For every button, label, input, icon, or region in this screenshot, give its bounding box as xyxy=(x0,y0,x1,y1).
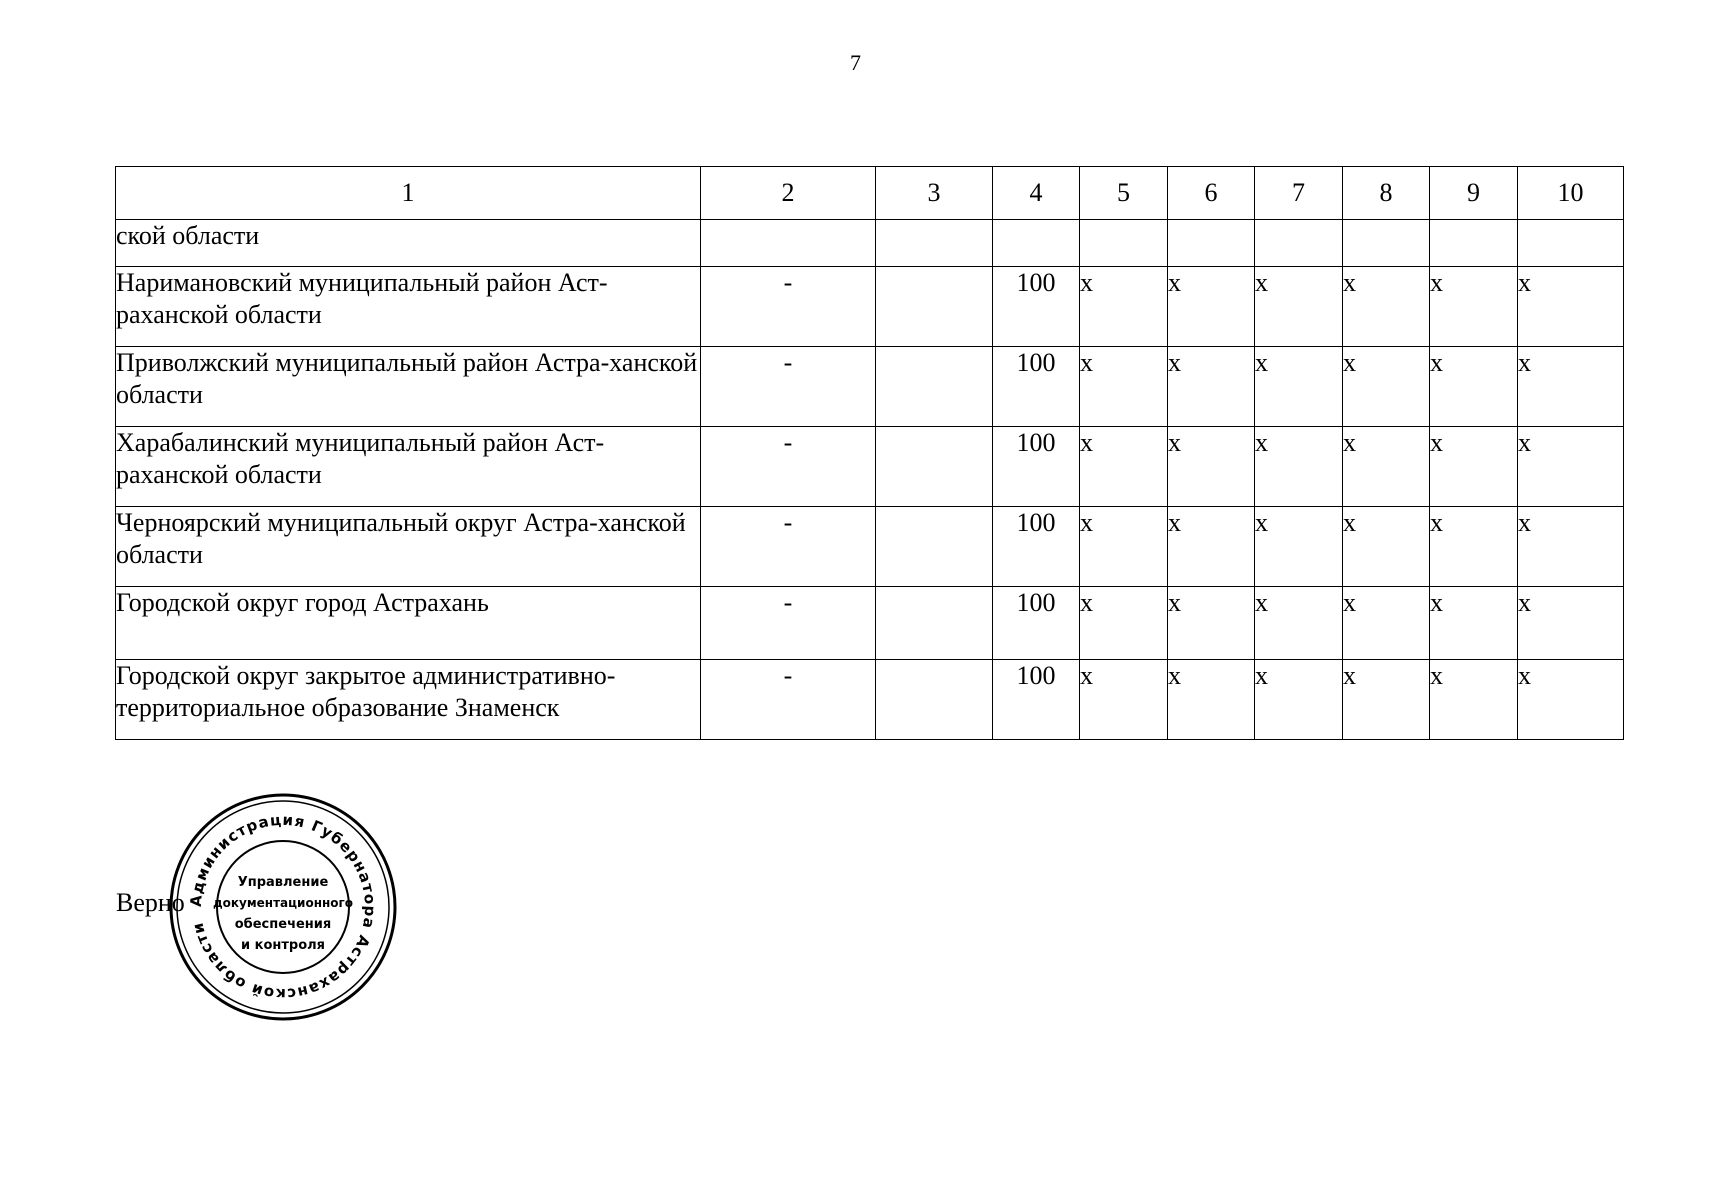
column-header: 6 xyxy=(1168,167,1255,220)
table-cell: 100 xyxy=(993,347,1080,427)
page-number: 7 xyxy=(850,50,861,75)
table-cell: - xyxy=(701,267,876,347)
table-cell-name: Приволжский муниципальный район Астра-ханской области xyxy=(116,347,701,427)
table-cell: x xyxy=(1080,660,1168,740)
seal-center-line-2: документационного xyxy=(212,896,354,910)
column-header: 9 xyxy=(1430,167,1518,220)
table-cell: x xyxy=(1518,427,1624,507)
seal-center-line-3: обеспечения xyxy=(234,917,332,932)
column-header: 10 xyxy=(1518,167,1624,220)
table-cell: x xyxy=(1255,587,1343,660)
table-cell: x xyxy=(1168,267,1255,347)
table-row xyxy=(116,347,1624,427)
table-cell: x xyxy=(1255,427,1343,507)
table-cell xyxy=(993,220,1080,267)
table-cell: x xyxy=(1430,427,1518,507)
table-cell: x xyxy=(1518,660,1624,740)
table-cell: x xyxy=(1430,660,1518,740)
table-cell: x xyxy=(1430,587,1518,660)
table-row xyxy=(116,507,1624,587)
table-cell: x xyxy=(1168,660,1255,740)
table-cell: x xyxy=(1343,507,1430,587)
table-cell xyxy=(1518,220,1624,267)
column-header: 5 xyxy=(1080,167,1168,220)
seal-center-line-1: Управление xyxy=(237,875,329,890)
table-row xyxy=(116,660,1624,740)
seal-ring-text: Администрация Губернатора Астраханской области xyxy=(186,810,380,1004)
column-header: 4 xyxy=(993,167,1080,220)
seal-center-line-4: и контроля xyxy=(240,938,326,953)
table-cell xyxy=(876,267,993,347)
table-cell: x xyxy=(1080,587,1168,660)
certification-note: Верно xyxy=(116,888,185,917)
data-table xyxy=(115,166,1624,740)
table-cell: x xyxy=(1255,267,1343,347)
table-cell xyxy=(1255,220,1343,267)
table-cell: - xyxy=(701,507,876,587)
table-cell-name: Харабалинский муниципальный район Аст-раханской области xyxy=(116,427,701,507)
table-cell: 100 xyxy=(993,587,1080,660)
table-cell: x xyxy=(1430,267,1518,347)
table-cell-name: Черноярский муниципальный округ Астра-ханской области xyxy=(116,507,701,587)
table-cell: x xyxy=(1080,507,1168,587)
column-header: 8 xyxy=(1343,167,1430,220)
table-cell xyxy=(876,220,993,267)
table-cell-name: Городской округ город Астрахань xyxy=(116,587,701,660)
table-cell: - xyxy=(701,427,876,507)
table-cell: 100 xyxy=(993,267,1080,347)
table-cell: x xyxy=(1343,267,1430,347)
table-cell: x xyxy=(1343,427,1430,507)
table-cell xyxy=(876,660,993,740)
table-header-row xyxy=(116,167,1624,220)
table-cell-name: Городской округ закрытое административно-территориальное образование Знаменск xyxy=(116,660,701,740)
table-cell: x xyxy=(1080,267,1168,347)
table-cell: x xyxy=(1168,427,1255,507)
table-cell xyxy=(1430,220,1518,267)
table-cell-name: Наримановский муниципальный район Аст-раханской области xyxy=(116,267,701,347)
table-cell: x xyxy=(1168,587,1255,660)
table-row xyxy=(116,220,1624,267)
table-cell: - xyxy=(701,587,876,660)
table-cell xyxy=(876,587,993,660)
table-row xyxy=(116,427,1624,507)
table-cell: 100 xyxy=(993,427,1080,507)
table-row xyxy=(116,267,1624,347)
table-cell xyxy=(701,220,876,267)
table-cell: x xyxy=(1343,660,1430,740)
table-cell: x xyxy=(1080,347,1168,427)
column-header: 2 xyxy=(701,167,876,220)
table-cell: x xyxy=(1168,507,1255,587)
table-cell: x xyxy=(1343,587,1430,660)
column-header: 3 xyxy=(876,167,993,220)
table-cell: x xyxy=(1518,267,1624,347)
table-cell: - xyxy=(701,347,876,427)
table-cell: x xyxy=(1255,507,1343,587)
column-header: 7 xyxy=(1255,167,1343,220)
table-cell: x xyxy=(1430,347,1518,427)
table-cell: x xyxy=(1255,660,1343,740)
official-seal-stamp xyxy=(166,790,400,1024)
table-cell: 100 xyxy=(993,660,1080,740)
table-cell: - xyxy=(701,660,876,740)
table-cell: x xyxy=(1518,587,1624,660)
table-cell: x xyxy=(1080,427,1168,507)
table-cell xyxy=(1343,220,1430,267)
table-cell: x xyxy=(1430,507,1518,587)
table-cell xyxy=(1080,220,1168,267)
table-cell: 100 xyxy=(993,507,1080,587)
table-cell: x xyxy=(1518,507,1624,587)
table-cell xyxy=(876,347,993,427)
table-cell xyxy=(876,507,993,587)
table-cell: x xyxy=(1255,347,1343,427)
table-cell: x xyxy=(1168,347,1255,427)
table-cell: x xyxy=(1343,347,1430,427)
table-cell-name: ской области xyxy=(116,220,701,267)
table-cell: x xyxy=(1518,347,1624,427)
table-cell xyxy=(1168,220,1255,267)
column-header: 1 xyxy=(116,167,701,220)
table-row xyxy=(116,587,1624,660)
table-cell xyxy=(876,427,993,507)
